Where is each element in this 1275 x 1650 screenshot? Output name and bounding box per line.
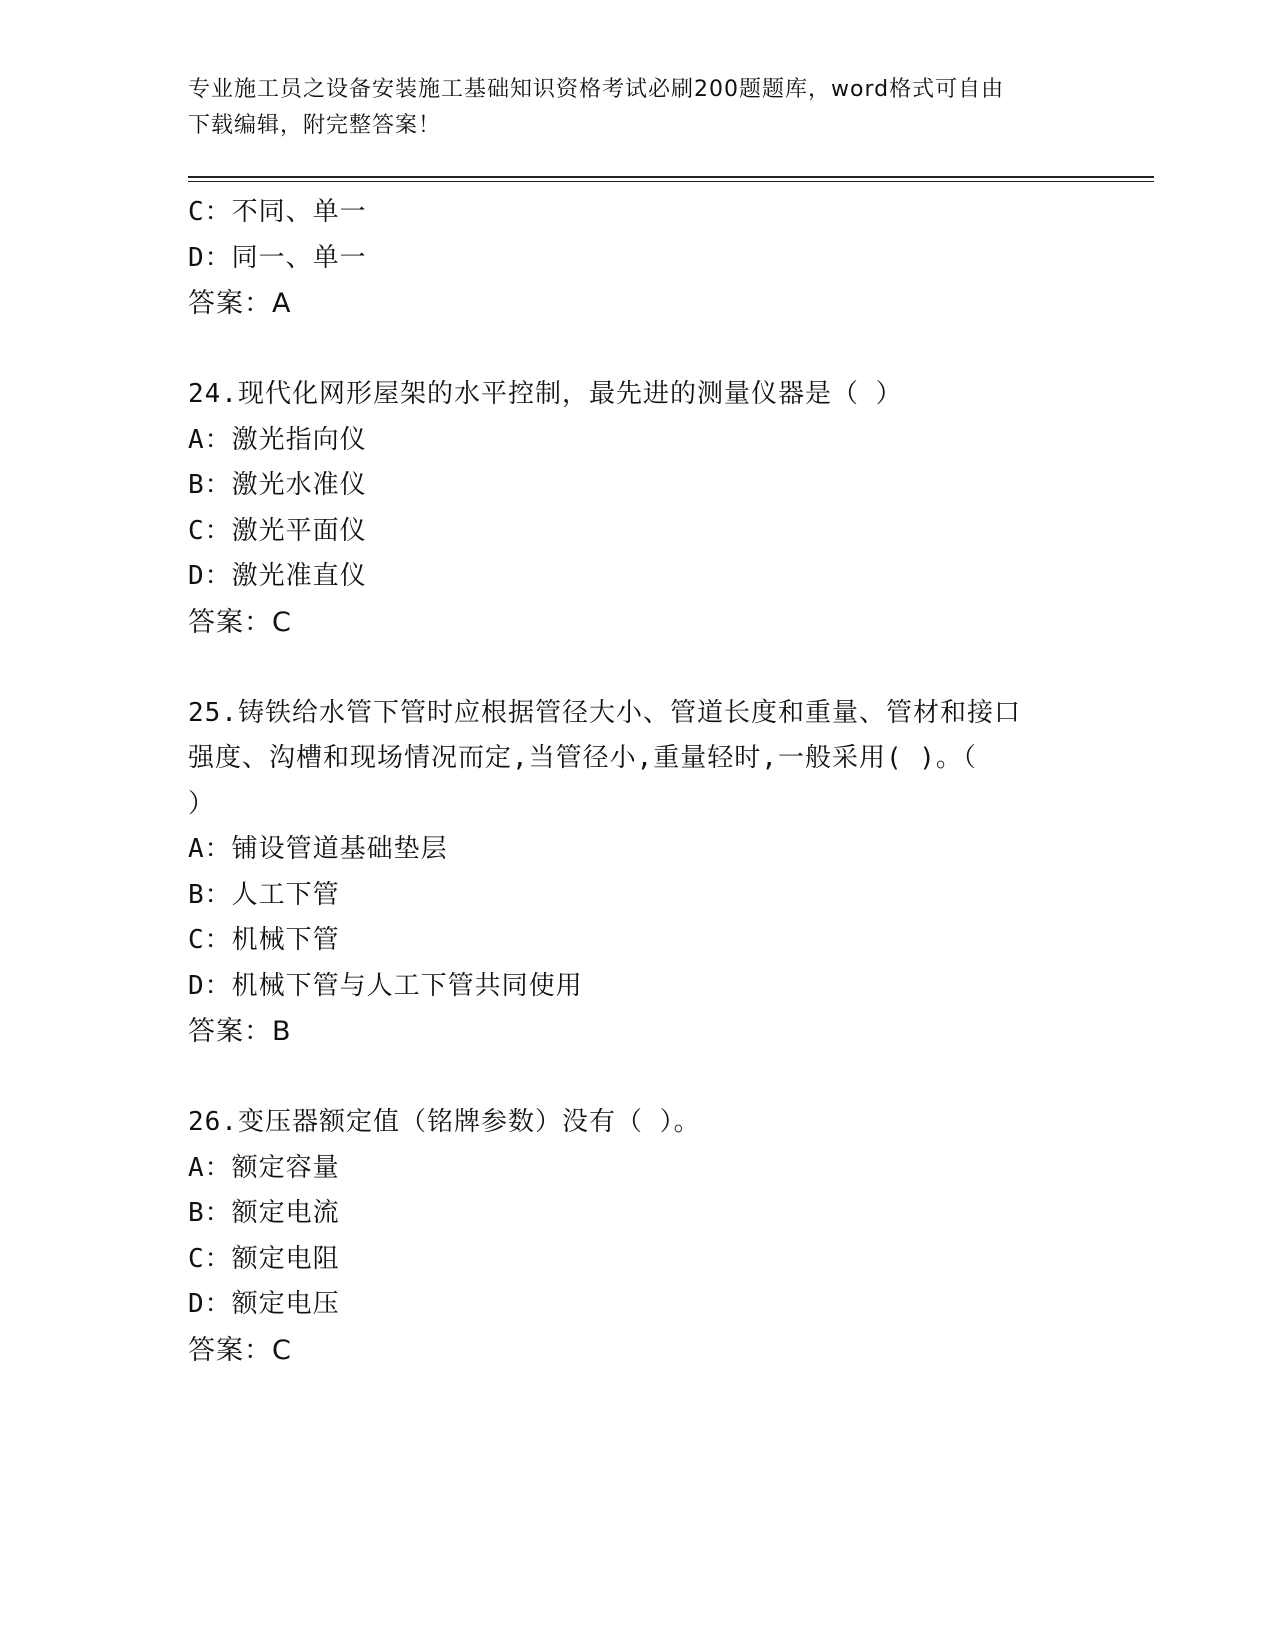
- header-rule-thick: [188, 176, 1154, 178]
- question-list: [188, 190, 1088, 1373]
- spacer: [188, 327, 1088, 373]
- answer-line: 答案：A: [188, 288, 292, 319]
- question-24: [188, 372, 1088, 645]
- option-d: D：额定电压: [188, 1289, 340, 1319]
- document-header: [188, 72, 1078, 144]
- option-a: A：铺设管道基础垫层: [188, 834, 448, 864]
- spacer: [188, 645, 1088, 691]
- spacer: [188, 1055, 1088, 1101]
- option-d: D：机械下管与人工下管共同使用: [188, 970, 583, 1001]
- option-c: C：不同、单一: [188, 197, 367, 227]
- option-c: C：激光平面仪: [188, 515, 367, 546]
- option-b: B：额定电流: [188, 1198, 340, 1228]
- answer-line: 答案：B: [188, 1016, 292, 1047]
- option-a: A：额定容量: [188, 1152, 340, 1183]
- question-26: [188, 1100, 1088, 1373]
- header-line-2: 下载编辑，附完整答案！: [188, 113, 442, 138]
- answer-line: 答案：C: [188, 1334, 292, 1366]
- header-rule-thin: [188, 181, 1154, 182]
- question-23-tail: [188, 190, 1088, 327]
- option-c: C：额定电阻: [188, 1243, 340, 1274]
- option-a: A：激光指向仪: [188, 424, 367, 455]
- option-b: B：激光水准仪: [188, 470, 367, 500]
- question-25: [188, 691, 1088, 1055]
- question-stem-line-3: ）: [188, 788, 216, 819]
- option-d: D：同一、单一: [188, 242, 367, 273]
- question-stem-line-1: 25.铸铁给水管下管时应根据管径大小、管道长度和重量、管材和接口: [188, 697, 1021, 728]
- question-stem: 26.变压器额定值（铭牌参数）没有（ ）。: [188, 1107, 701, 1137]
- option-c: C：机械下管: [188, 925, 340, 955]
- question-stem: 24.现代化网形屋架的水平控制，最先进的测量仪器是（ ）: [188, 379, 903, 409]
- option-d: D：激光准直仪: [188, 561, 367, 591]
- answer-line: 答案：C: [188, 606, 292, 638]
- header-line-1: 专业施工员之设备安装施工基础知识资格考试必刷200题题库，word格式可自由: [188, 77, 1005, 102]
- question-stem: [188, 691, 1088, 828]
- question-stem-line-2: 强度、沟槽和现场情况而定,当管径小,重量轻时,一般采用( )。（: [188, 743, 977, 773]
- option-b: B：人工下管: [188, 879, 340, 910]
